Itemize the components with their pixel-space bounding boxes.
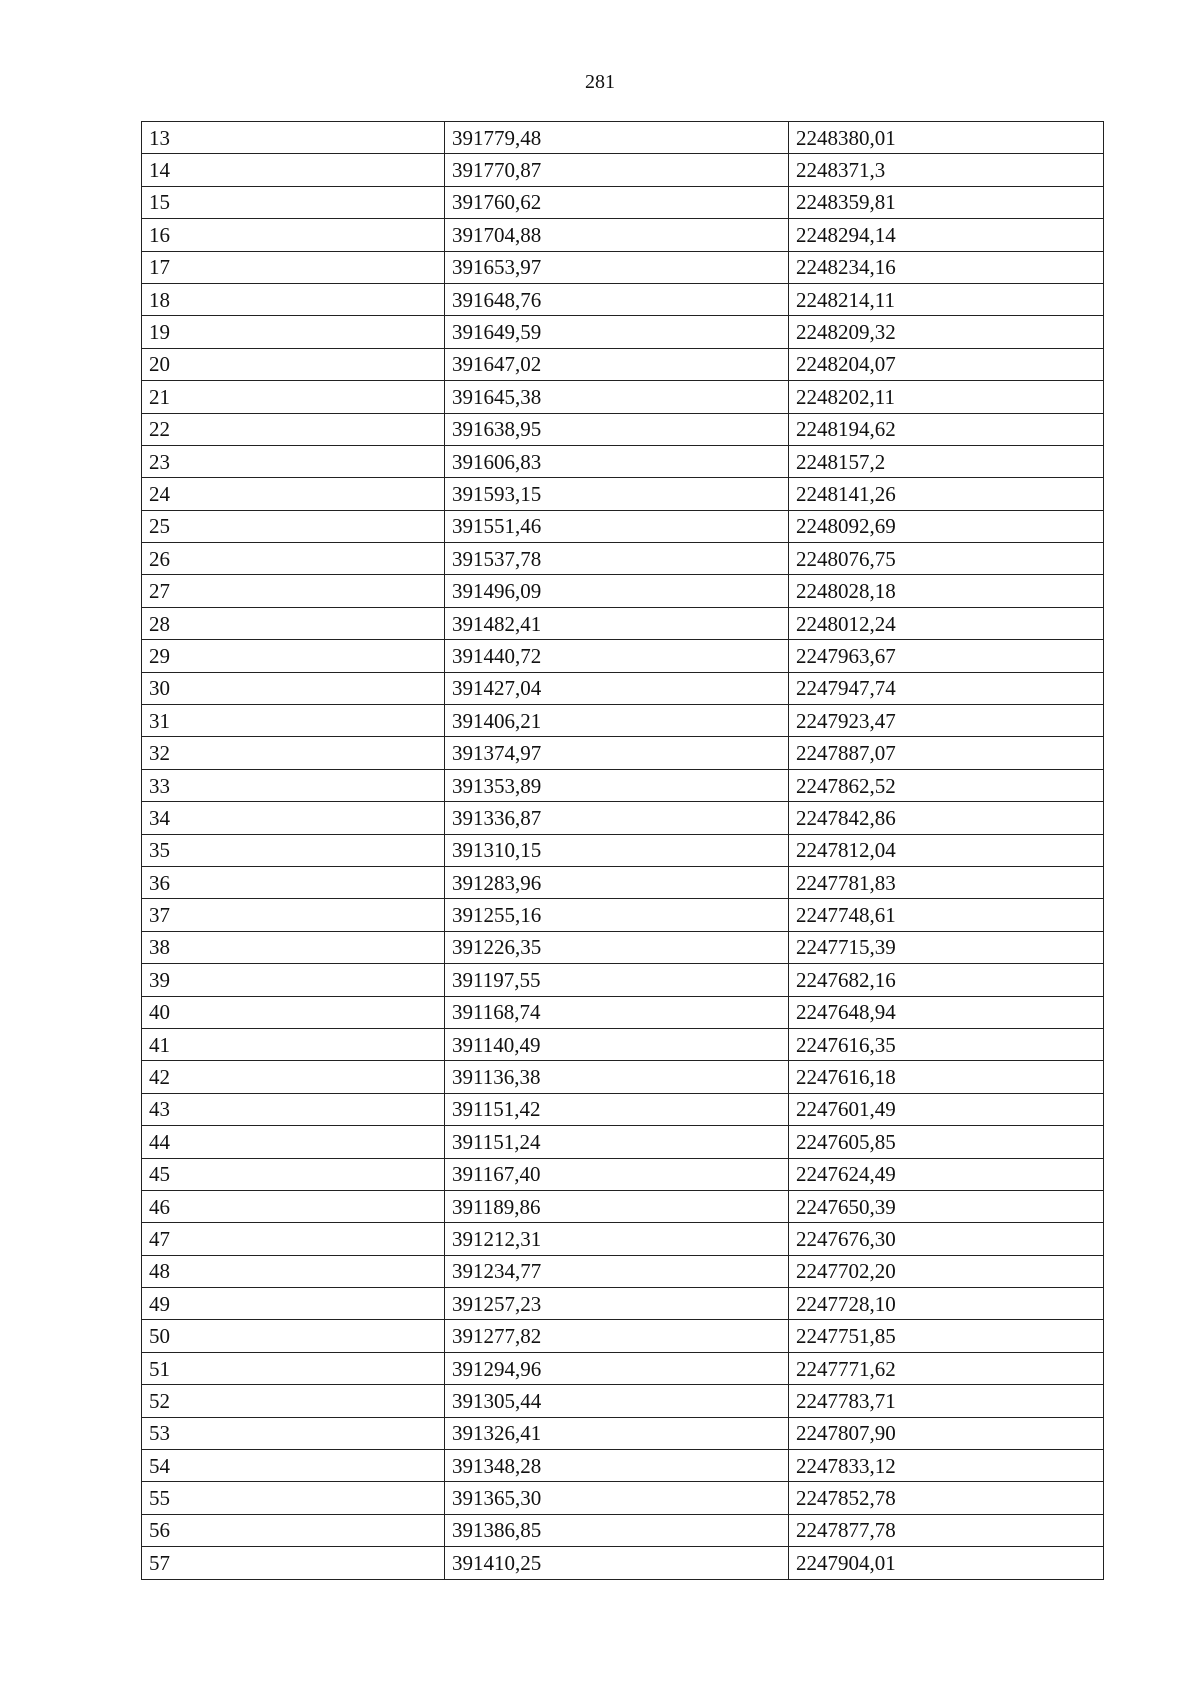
y-coordinate-cell: 2247751,85 [789,1320,1104,1352]
table-row [142,381,1104,413]
x-coordinate-cell: 391779,48 [445,122,789,154]
x-coordinate-cell: 391386,85 [445,1514,789,1546]
table-row [142,1028,1104,1060]
x-coordinate-cell: 391151,24 [445,1126,789,1158]
x-coordinate-cell: 391257,23 [445,1288,789,1320]
point-number-cell: 42 [142,1061,445,1093]
table-row [142,1514,1104,1546]
x-coordinate-cell: 391294,96 [445,1352,789,1384]
y-coordinate-cell: 2247605,85 [789,1126,1104,1158]
y-coordinate-cell: 2248028,18 [789,575,1104,607]
point-number-cell: 54 [142,1450,445,1482]
page-number: 281 [585,71,615,93]
x-coordinate-cell: 391277,82 [445,1320,789,1352]
point-number-cell: 27 [142,575,445,607]
table-row [142,1061,1104,1093]
x-coordinate-cell: 391353,89 [445,769,789,801]
table-row [142,1288,1104,1320]
coordinates-table-body [142,122,1104,1580]
y-coordinate-cell: 2247887,07 [789,737,1104,769]
table-row [142,1482,1104,1514]
point-number-cell: 28 [142,607,445,639]
y-coordinate-cell: 2247648,94 [789,996,1104,1028]
y-coordinate-cell: 2248157,2 [789,445,1104,477]
table-row [142,834,1104,866]
table-row [142,1385,1104,1417]
y-coordinate-cell: 2247852,78 [789,1482,1104,1514]
point-number-cell: 22 [142,413,445,445]
x-coordinate-cell: 391427,04 [445,672,789,704]
table-row [142,1547,1104,1579]
table-row [142,251,1104,283]
point-number-cell: 52 [142,1385,445,1417]
y-coordinate-cell: 2247616,18 [789,1061,1104,1093]
point-number-cell: 35 [142,834,445,866]
y-coordinate-cell: 2247676,30 [789,1223,1104,1255]
table-row [142,510,1104,542]
y-coordinate-cell: 2247781,83 [789,866,1104,898]
point-number-cell: 14 [142,154,445,186]
y-coordinate-cell: 2247923,47 [789,705,1104,737]
x-coordinate-cell: 391770,87 [445,154,789,186]
point-number-cell: 19 [142,316,445,348]
y-coordinate-cell: 2247783,71 [789,1385,1104,1417]
x-coordinate-cell: 391167,40 [445,1158,789,1190]
table-row [142,1255,1104,1287]
point-number-cell: 48 [142,1255,445,1287]
y-coordinate-cell: 2247616,35 [789,1028,1104,1060]
point-number-cell: 55 [142,1482,445,1514]
point-number-cell: 40 [142,996,445,1028]
x-coordinate-cell: 391168,74 [445,996,789,1028]
x-coordinate-cell: 391551,46 [445,510,789,542]
table-row [142,122,1104,154]
table-row [142,413,1104,445]
y-coordinate-cell: 2247728,10 [789,1288,1104,1320]
x-coordinate-cell: 391283,96 [445,866,789,898]
table-row [142,543,1104,575]
x-coordinate-cell: 391482,41 [445,607,789,639]
point-number-cell: 15 [142,186,445,218]
point-number-cell: 21 [142,381,445,413]
x-coordinate-cell: 391647,02 [445,348,789,380]
y-coordinate-cell: 2247650,39 [789,1190,1104,1222]
point-number-cell: 25 [142,510,445,542]
x-coordinate-cell: 391326,41 [445,1417,789,1449]
y-coordinate-cell: 2248294,14 [789,219,1104,251]
y-coordinate-cell: 2247833,12 [789,1450,1104,1482]
x-coordinate-cell: 391348,28 [445,1450,789,1482]
y-coordinate-cell: 2248204,07 [789,348,1104,380]
x-coordinate-cell: 391440,72 [445,640,789,672]
x-coordinate-cell: 391648,76 [445,283,789,315]
table-row [142,640,1104,672]
x-coordinate-cell: 391140,49 [445,1028,789,1060]
point-number-cell: 41 [142,1028,445,1060]
table-row [142,802,1104,834]
point-number-cell: 49 [142,1288,445,1320]
table-row [142,1223,1104,1255]
y-coordinate-cell: 2247862,52 [789,769,1104,801]
table-row [142,672,1104,704]
x-coordinate-cell: 391305,44 [445,1385,789,1417]
point-number-cell: 50 [142,1320,445,1352]
x-coordinate-cell: 391310,15 [445,834,789,866]
y-coordinate-cell: 2247812,04 [789,834,1104,866]
point-number-cell: 16 [142,219,445,251]
table-row [142,575,1104,607]
y-coordinate-cell: 2248214,11 [789,283,1104,315]
point-number-cell: 39 [142,964,445,996]
table-row [142,996,1104,1028]
y-coordinate-cell: 2247963,67 [789,640,1104,672]
y-coordinate-cell: 2248012,24 [789,607,1104,639]
point-number-cell: 45 [142,1158,445,1190]
y-coordinate-cell: 2247807,90 [789,1417,1104,1449]
y-coordinate-cell: 2248359,81 [789,186,1104,218]
table-row [142,705,1104,737]
x-coordinate-cell: 391212,31 [445,1223,789,1255]
x-coordinate-cell: 391593,15 [445,478,789,510]
point-number-cell: 33 [142,769,445,801]
y-coordinate-cell: 2247842,86 [789,802,1104,834]
y-coordinate-cell: 2248380,01 [789,122,1104,154]
y-coordinate-cell: 2247715,39 [789,931,1104,963]
point-number-cell: 57 [142,1547,445,1579]
point-number-cell: 51 [142,1352,445,1384]
table-row [142,478,1104,510]
y-coordinate-cell: 2247947,74 [789,672,1104,704]
point-number-cell: 34 [142,802,445,834]
table-row [142,964,1104,996]
x-coordinate-cell: 391653,97 [445,251,789,283]
table-row [142,154,1104,186]
point-number-cell: 38 [142,931,445,963]
y-coordinate-cell: 2247771,62 [789,1352,1104,1384]
point-number-cell: 13 [142,122,445,154]
point-number-cell: 17 [142,251,445,283]
x-coordinate-cell: 391197,55 [445,964,789,996]
table-row [142,866,1104,898]
table-row [142,769,1104,801]
table-row [142,1352,1104,1384]
point-number-cell: 53 [142,1417,445,1449]
point-number-cell: 20 [142,348,445,380]
x-coordinate-cell: 391606,83 [445,445,789,477]
coordinates-table [141,121,1104,1580]
x-coordinate-cell: 391255,16 [445,899,789,931]
point-number-cell: 47 [142,1223,445,1255]
y-coordinate-cell: 2248202,11 [789,381,1104,413]
table-row [142,1126,1104,1158]
y-coordinate-cell: 2248209,32 [789,316,1104,348]
point-number-cell: 43 [142,1093,445,1125]
x-coordinate-cell: 391704,88 [445,219,789,251]
y-coordinate-cell: 2248371,3 [789,154,1104,186]
table-row [142,899,1104,931]
x-coordinate-cell: 391151,42 [445,1093,789,1125]
y-coordinate-cell: 2247748,61 [789,899,1104,931]
x-coordinate-cell: 391189,86 [445,1190,789,1222]
table-row [142,186,1104,218]
x-coordinate-cell: 391226,35 [445,931,789,963]
point-number-cell: 56 [142,1514,445,1546]
point-number-cell: 46 [142,1190,445,1222]
y-coordinate-cell: 2248092,69 [789,510,1104,542]
y-coordinate-cell: 2248076,75 [789,543,1104,575]
x-coordinate-cell: 391537,78 [445,543,789,575]
y-coordinate-cell: 2247682,16 [789,964,1104,996]
table-row [142,607,1104,639]
y-coordinate-cell: 2247877,78 [789,1514,1104,1546]
y-coordinate-cell: 2248141,26 [789,478,1104,510]
point-number-cell: 29 [142,640,445,672]
x-coordinate-cell: 391638,95 [445,413,789,445]
table-row [142,348,1104,380]
x-coordinate-cell: 391374,97 [445,737,789,769]
point-number-cell: 32 [142,737,445,769]
y-coordinate-cell: 2247624,49 [789,1158,1104,1190]
point-number-cell: 44 [142,1126,445,1158]
x-coordinate-cell: 391234,77 [445,1255,789,1287]
table-row [142,1417,1104,1449]
y-coordinate-cell: 2248234,16 [789,251,1104,283]
x-coordinate-cell: 391365,30 [445,1482,789,1514]
x-coordinate-cell: 391136,38 [445,1061,789,1093]
table-row [142,316,1104,348]
table-row [142,1158,1104,1190]
point-number-cell: 23 [142,445,445,477]
table-row [142,1320,1104,1352]
table-row [142,1093,1104,1125]
x-coordinate-cell: 391649,59 [445,316,789,348]
x-coordinate-cell: 391406,21 [445,705,789,737]
point-number-cell: 31 [142,705,445,737]
table-row [142,219,1104,251]
x-coordinate-cell: 391760,62 [445,186,789,218]
x-coordinate-cell: 391496,09 [445,575,789,607]
point-number-cell: 26 [142,543,445,575]
point-number-cell: 18 [142,283,445,315]
y-coordinate-cell: 2247702,20 [789,1255,1104,1287]
x-coordinate-cell: 391410,25 [445,1547,789,1579]
y-coordinate-cell: 2247904,01 [789,1547,1104,1579]
y-coordinate-cell: 2248194,62 [789,413,1104,445]
table-row [142,737,1104,769]
table-row [142,931,1104,963]
table-row [142,445,1104,477]
point-number-cell: 30 [142,672,445,704]
table-row [142,1450,1104,1482]
table-row [142,1190,1104,1222]
y-coordinate-cell: 2247601,49 [789,1093,1104,1125]
table-row [142,283,1104,315]
point-number-cell: 36 [142,866,445,898]
x-coordinate-cell: 391645,38 [445,381,789,413]
point-number-cell: 37 [142,899,445,931]
x-coordinate-cell: 391336,87 [445,802,789,834]
point-number-cell: 24 [142,478,445,510]
